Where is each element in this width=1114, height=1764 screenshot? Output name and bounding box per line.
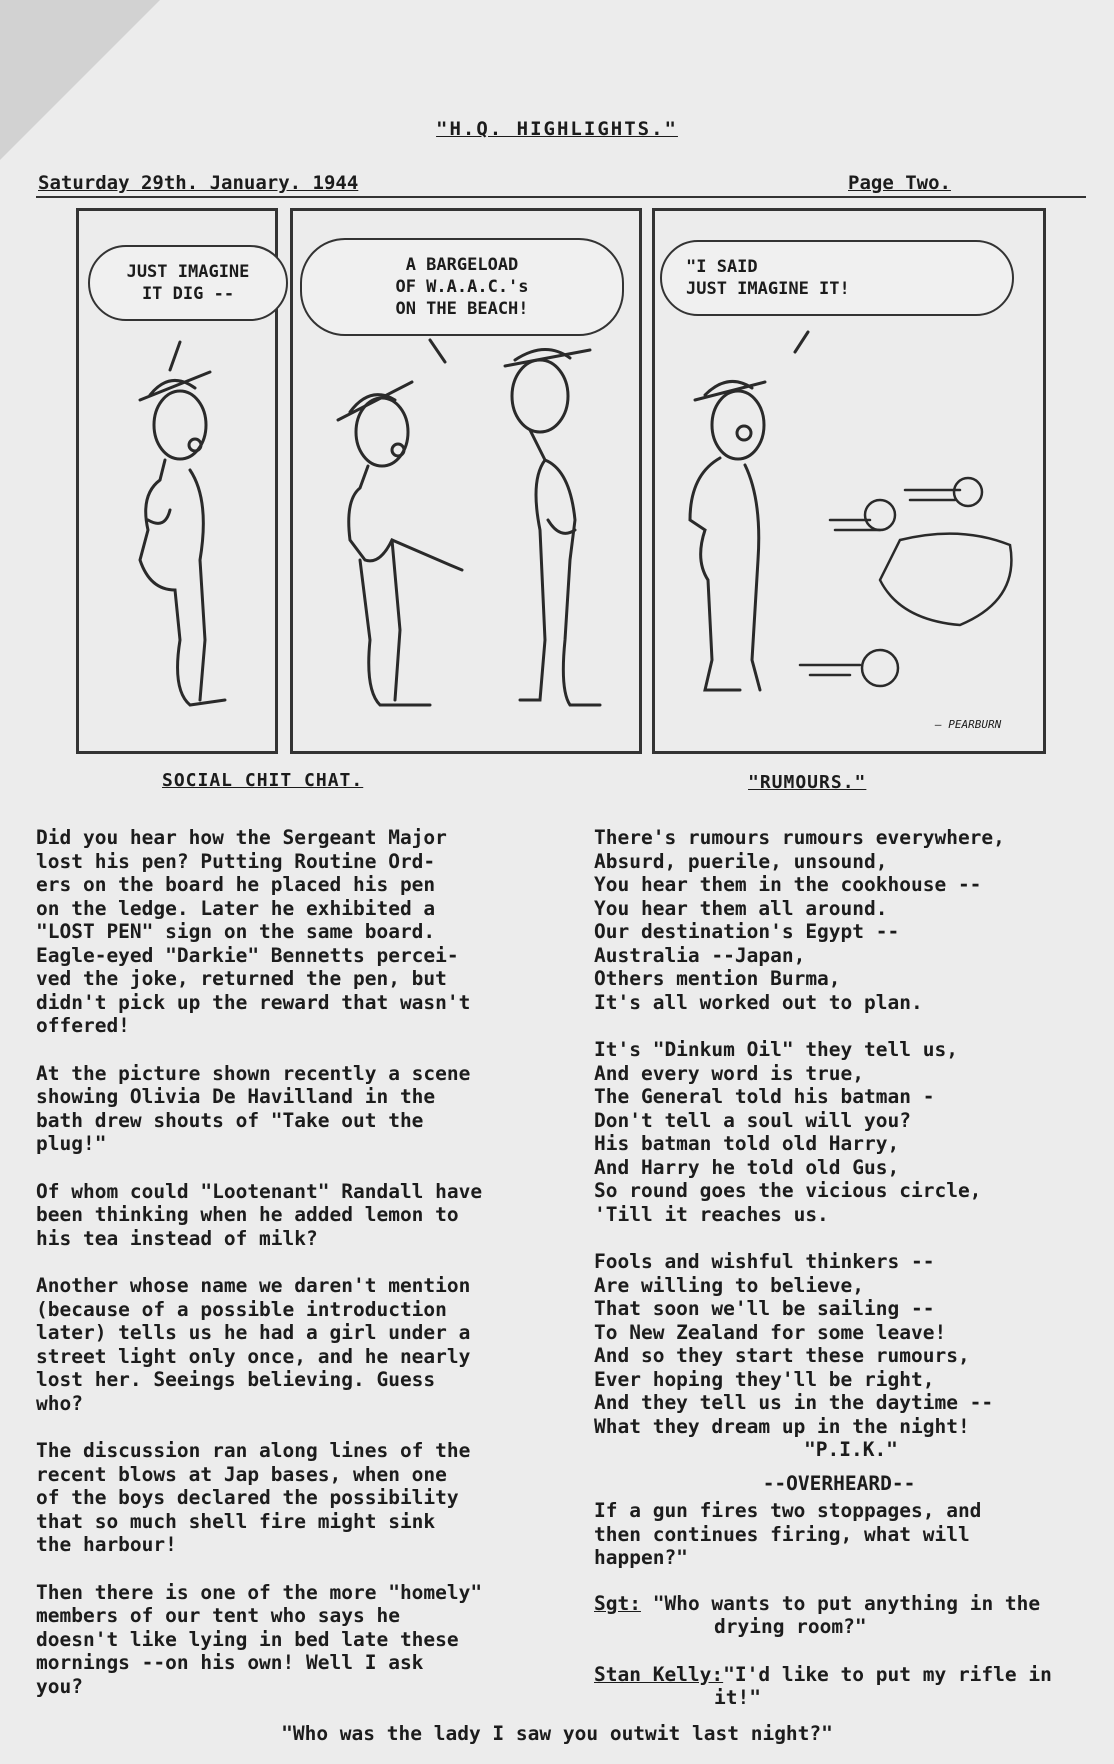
artist-signature: — PEARBURN <box>935 718 1002 731</box>
sgt-quote: "Who wants to put anything in the drying room?" <box>652 1591 1041 1638</box>
social-paragraph: Then there is one of the more "homely" members of our tent who says he doesn't like lying in bed late these mornings --on his own! Well I ask you? <box>36 1580 483 1698</box>
soldier-figure-1 <box>140 372 225 705</box>
overheard-line-2 <box>594 1663 1084 1710</box>
stan-kelly-quote: "I'd like to put my rifle in it!" <box>714 1662 1052 1709</box>
social-paragraph: At the picture shown recently a scene showing Olivia De Havilland in the bath drew shouts of "Take out the plug!" <box>36 1061 471 1155</box>
rumours-heading: "RUMOURS." <box>748 772 867 793</box>
social-paragraph: Another whose name we daren't mention (because of a possible introduction later) tells us he had a girl under a street light only once, and he nearly lost her. Seeings believing. Guess who? <box>36 1274 471 1415</box>
speech-bubble-2: A BARGELOAD OF W.A.A.C.'s ON THE BEACH! <box>300 238 624 336</box>
overheard-question: If a gun fires two stoppages, and then continues firing, what will happen?" <box>594 1499 982 1569</box>
speech-bubble-1: JUST IMAGINE IT DIG -- <box>88 245 288 321</box>
rumours-stanza: There's rumours rumours everywhere, Absurd, puerile, unsound, You hear them in the cookhouse -- You hear them all around. Our destination's Egypt -- Australia --Japan, Others mention Burma, It's all worked out to plan. <box>594 826 1005 1014</box>
poem-signature: "P.I.K." <box>804 1438 898 1461</box>
soldier-figure-3 <box>505 349 600 705</box>
speaker-sgt: Sgt: <box>594 1591 641 1615</box>
rumours-stanza: It's "Dinkum Oil" they tell us, And every word is true, The General told his batman - Don't tell a soul will you? His batman told old Harry, And Harry he told old Gus, So round goes the vicious circle, 'Till it reaches us. <box>594 1038 982 1226</box>
overheard-heading: --OVERHEARD-- <box>762 1471 916 1495</box>
social-paragraph: Did you hear how the Sergeant Major lost his pen? Putting Routine Ord- ers on the board he placed his pen on the ledge. Later he exhibited a "LOST PEN" sign on the same board. Eagle-eyed "Darkie" Bennetts percei- ved the joke, returned the pen, but didn't pick up the reward that wasn't offered! <box>36 826 471 1037</box>
issue-date: Saturday 29th. January. 1944 <box>38 172 359 194</box>
footer-quip: "Who was the lady I saw you outwit last night?" <box>281 1722 833 1745</box>
newsletter-title: "H.Q. HIGHLIGHTS." <box>436 118 678 140</box>
speech-bubble-3: "I SAID JUST IMAGINE IT! <box>660 240 1014 316</box>
soldier-figure-2 <box>338 382 462 705</box>
rumours-stanza: Fools and wishful thinkers -- Are willing to believe, That soon we'll be sailing -- To New Zealand for some leave! And so they start these rumours, Ever hoping they'll be right, And they tell us in the daytime -- What they dream up in the night! <box>594 1250 994 1438</box>
social-paragraph: Of whom could "Lootenant" Randall have been thinking when he added lemon to his tea instead of milk? <box>36 1179 483 1250</box>
rumours-column <box>594 826 1084 1734</box>
social-chit-chat-heading: SOCIAL CHIT CHAT. <box>162 770 364 791</box>
overheard-line-1 <box>594 1592 1084 1639</box>
social-paragraph: The discussion ran along lines of the recent blows at Jap bases, when one of the boys declared the possibility that so much shell fire might sink the harbour! <box>36 1439 471 1556</box>
page-number: Page Two. <box>848 172 951 194</box>
speaker-stan-kelly: Stan Kelly: <box>594 1662 724 1686</box>
social-column <box>36 826 566 1722</box>
shell-bursts <box>800 478 1011 686</box>
soldier-figure-4 <box>690 381 765 690</box>
